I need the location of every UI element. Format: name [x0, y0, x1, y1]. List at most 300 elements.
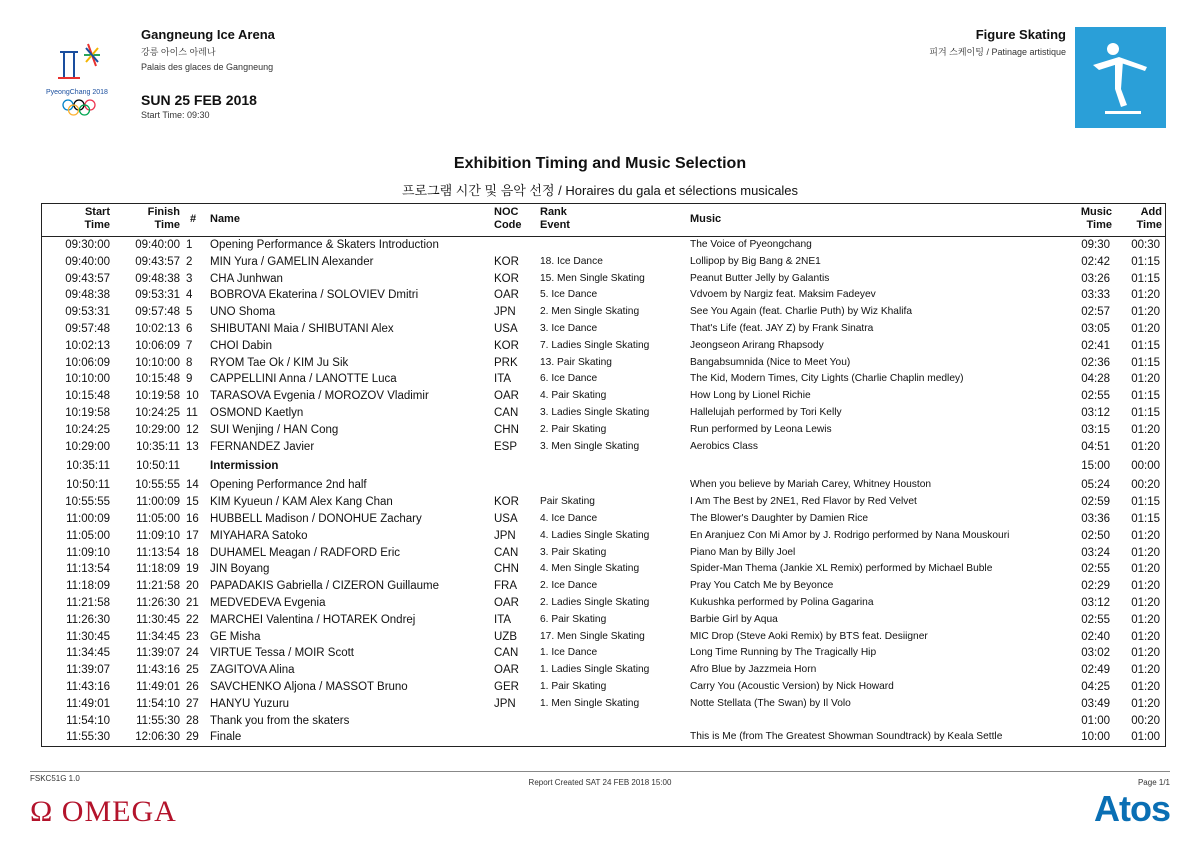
music-time-cell: 02:36	[1081, 356, 1110, 369]
noc-code-cell: OAR	[494, 289, 519, 302]
noc-code-cell: CHN	[494, 563, 519, 576]
noc-code-cell: CAN	[494, 406, 519, 419]
venue-korean: 강릉 아이스 아레나	[141, 47, 216, 57]
add-time-cell: 01:20	[1131, 596, 1160, 609]
music-cell: When you believe by Mariah Carey, Whitney Houston	[690, 479, 932, 491]
music-cell: Notte Stellata (The Swan) by Il Volo	[690, 697, 851, 709]
noc-code-cell: FRA	[494, 580, 517, 593]
start-time-cell: 11:18:09	[66, 580, 110, 593]
sport-title: Figure Skating	[975, 27, 1066, 42]
col-music-time-header: Music Time	[1080, 206, 1112, 231]
row-number-cell: 5	[186, 306, 193, 319]
noc-code-cell: USA	[494, 322, 518, 335]
add-time-cell: 01:20	[1131, 563, 1160, 576]
start-time: Start Time: 09:30	[141, 110, 210, 120]
music-time-cell: 02:59	[1081, 496, 1110, 509]
col-start-header: Start Time	[84, 206, 110, 231]
table-row	[42, 355, 1165, 372]
skater-name-cell: UNO Shoma	[210, 306, 276, 319]
col-name-header: Name	[210, 213, 240, 225]
finish-time-cell: 11:13:54	[136, 546, 180, 559]
row-number-cell: 2	[186, 255, 193, 268]
venue-french: Palais des glaces de Gangneung	[141, 62, 274, 72]
skater-name-cell: SUI Wenjing / HAN Cong	[210, 423, 339, 436]
add-time-cell: 01:20	[1131, 373, 1160, 386]
table-row	[42, 287, 1165, 304]
start-time-cell: 09:40:00	[65, 255, 110, 268]
col-rank-event-header: Rank Event	[540, 206, 570, 231]
music-cell: Kukushka performed by Polina Gagarina	[690, 596, 874, 608]
finish-time-cell: 11:55:30	[136, 714, 180, 727]
add-time-cell: 01:20	[1131, 613, 1160, 626]
noc-code-cell: UZB	[494, 630, 517, 643]
music-time-cell: 04:51	[1081, 440, 1110, 453]
start-time-cell: 11:05:00	[66, 529, 110, 542]
music-time-cell: 10:00	[1081, 731, 1110, 744]
table-row	[42, 371, 1165, 388]
skater-name-cell: MIYAHARA Satoko	[210, 529, 308, 542]
start-time-cell: 10:02:13	[65, 339, 110, 352]
skater-name-cell: JIN Boyang	[210, 563, 270, 576]
music-cell: Piano Man by Billy Joel	[690, 546, 796, 558]
skater-name-cell: MARCHEI Valentina / HOTAREK Ondrej	[210, 613, 416, 626]
table-row	[42, 237, 1165, 254]
add-time-cell: 01:15	[1131, 512, 1160, 525]
rank-event-cell: 2. Men Single Skating	[540, 306, 640, 318]
add-time-cell: 00:20	[1131, 714, 1160, 727]
rank-event-cell: 1. Men Single Skating	[540, 697, 640, 709]
finish-time-cell: 11:30:45	[136, 613, 180, 626]
figure-skating-pictogram-icon	[1075, 27, 1166, 128]
music-cell: Hallelujah performed by Tori Kelly	[690, 406, 842, 418]
music-cell: En Aranjuez Con Mi Amor by J. Rodrigo performed by Nana Mouskouri	[690, 529, 1010, 541]
skater-name-cell: KIM Kyueun / KAM Alex Kang Chan	[210, 496, 393, 509]
row-number-cell: 29	[186, 731, 199, 744]
rank-event-cell: 6. Pair Skating	[540, 613, 607, 625]
row-number-cell: 19	[186, 563, 199, 576]
skater-name-cell: Opening Performance & Skaters Introduction	[210, 239, 439, 251]
music-time-cell: 03:15	[1081, 423, 1110, 436]
rank-event-cell: 4. Pair Skating	[540, 390, 607, 402]
noc-code-cell: OAR	[494, 596, 519, 609]
noc-code-cell: KOR	[494, 272, 519, 285]
music-time-cell: 02:42	[1081, 255, 1110, 268]
rank-event-cell: 4. Ladies Single Skating	[540, 529, 650, 541]
music-time-cell: 03:49	[1081, 697, 1110, 710]
start-time-cell: 11:55:30	[66, 731, 110, 744]
music-cell: Long Time Running by The Tragically Hip	[690, 647, 877, 659]
noc-code-cell: ITA	[494, 373, 512, 386]
rank-event-cell: 2. Ice Dance	[540, 580, 598, 592]
table-row	[42, 729, 1165, 746]
timing-table	[41, 203, 1166, 747]
row-number-cell: 12	[186, 423, 199, 436]
row-number-cell: 1	[186, 239, 193, 251]
table-row	[42, 455, 1165, 477]
table-row	[42, 545, 1165, 562]
start-time-cell: 11:13:54	[66, 563, 110, 576]
row-number-cell: 6	[186, 322, 193, 335]
table-row	[42, 338, 1165, 355]
add-time-cell: 01:20	[1131, 306, 1160, 319]
finish-time-cell: 09:43:57	[135, 255, 180, 268]
music-time-cell: 03:02	[1081, 647, 1110, 660]
music-time-cell: 09:30	[1081, 239, 1110, 251]
music-cell: See You Again (feat. Charlie Puth) by Wiz Khalifa	[690, 306, 912, 318]
music-time-cell: 04:25	[1081, 680, 1110, 693]
finish-time-cell: 11:43:16	[136, 664, 180, 677]
music-time-cell: 02:50	[1081, 529, 1110, 542]
noc-code-cell: OAR	[494, 390, 519, 403]
table-row	[42, 271, 1165, 288]
col-music-header: Music	[690, 213, 722, 225]
finish-time-cell: 10:19:58	[135, 390, 180, 403]
rank-event-cell: 3. Men Single Skating	[540, 440, 640, 452]
atos-logo: Atos	[1094, 788, 1170, 829]
add-time-cell: 01:20	[1131, 423, 1160, 436]
music-cell: Lollipop by Big Bang & 2NE1	[690, 255, 821, 267]
finish-time-cell: 11:39:07	[136, 647, 180, 660]
table-row	[42, 494, 1165, 511]
row-number-cell: 17	[186, 529, 199, 542]
table-row	[42, 422, 1165, 439]
music-time-cell: 04:28	[1081, 373, 1110, 386]
table-row	[42, 254, 1165, 271]
music-cell: Peanut Butter Jelly by Galantis	[690, 272, 830, 284]
music-cell: The Kid, Modern Times, City Lights (Charlie Chaplin medley)	[690, 373, 964, 385]
finish-time-cell: 09:57:48	[135, 306, 180, 319]
finish-time-cell: 10:24:25	[135, 406, 180, 419]
finish-time-cell: 10:29:00	[135, 423, 180, 436]
table-row	[42, 477, 1165, 494]
row-number-cell: 16	[186, 512, 199, 525]
finish-time-cell: 09:40:00	[135, 239, 180, 251]
noc-code-cell: GER	[494, 680, 519, 693]
finish-time-cell: 09:53:31	[135, 289, 180, 302]
pyeongchang-logo	[44, 40, 124, 118]
row-number-cell: 11	[186, 406, 198, 419]
start-time-cell: 10:06:09	[65, 356, 110, 369]
row-number-cell: 13	[186, 440, 199, 453]
start-time-cell: 09:30:00	[65, 239, 110, 251]
noc-code-cell: PRK	[494, 356, 518, 369]
music-cell: Spider-Man Thema (Jankie XL Remix) performed by Michael Buble	[690, 563, 993, 575]
table-row	[42, 439, 1165, 456]
music-time-cell: 02:49	[1081, 664, 1110, 677]
row-number-cell: 24	[186, 647, 199, 660]
start-time-cell: 09:48:38	[65, 289, 110, 302]
row-number-cell: 4	[186, 289, 193, 302]
table-row	[42, 578, 1165, 595]
table-row	[42, 388, 1165, 405]
row-number-cell: 10	[186, 390, 199, 403]
start-time-cell: 11:30:45	[66, 630, 110, 643]
add-time-cell: 00:30	[1131, 239, 1160, 251]
music-cell: Barbie Girl by Aqua	[690, 613, 778, 625]
sport-subtitle: 피겨 스케이팅 / Patinage artistique	[929, 47, 1066, 57]
row-number-cell: 9	[186, 373, 193, 386]
rank-event-cell: 4. Ice Dance	[540, 512, 598, 524]
finish-time-cell: 11:18:09	[136, 563, 180, 576]
report-created: Report Created SAT 24 FEB 2018 15:00	[528, 778, 672, 787]
finish-time-cell: 11:34:45	[136, 630, 180, 643]
start-time-cell: 10:24:25	[65, 423, 110, 436]
rank-event-cell: Pair Skating	[540, 496, 595, 508]
rank-event-cell: 1. Ladies Single Skating	[540, 664, 650, 676]
row-number-cell: 15	[186, 496, 199, 509]
add-time-cell: 01:15	[1131, 406, 1160, 419]
row-number-cell: 3	[186, 272, 193, 285]
add-time-cell: 01:20	[1131, 529, 1160, 542]
row-number-cell: 7	[186, 339, 193, 352]
omega-logo: Ω OMEGA	[30, 795, 177, 828]
finish-time-cell: 10:02:13	[135, 322, 180, 335]
skater-name-cell: HUBBELL Madison / DONOHUE Zachary	[210, 512, 422, 525]
row-number-cell: 14	[186, 479, 199, 492]
start-time-cell: 10:19:58	[65, 406, 110, 419]
skater-name-cell: TARASOVA Evgenia / MOROZOV Vladimir	[210, 390, 429, 403]
rank-event-cell: 1. Ice Dance	[540, 647, 598, 659]
start-time-cell: 09:53:31	[65, 306, 110, 319]
row-number-cell: 28	[186, 714, 199, 727]
col-num-header: #	[190, 213, 197, 225]
add-time-cell: 01:20	[1131, 664, 1160, 677]
start-time-cell: 10:29:00	[65, 440, 110, 453]
noc-code-cell: CHN	[494, 423, 519, 436]
table-header	[42, 204, 1165, 237]
finish-time-cell: 11:49:01	[136, 680, 180, 693]
noc-code-cell: JPN	[494, 529, 516, 542]
music-time-cell: 02:41	[1081, 339, 1110, 352]
music-time-cell: 02:55	[1081, 390, 1110, 403]
footer-divider	[30, 771, 1170, 772]
table-row	[42, 321, 1165, 338]
document-title: Exhibition Timing and Music Selection	[453, 155, 747, 172]
finish-time-cell: 09:48:38	[135, 272, 180, 285]
skater-name-cell: SAVCHENKO Aljona / MASSOT Bruno	[210, 680, 408, 693]
music-time-cell: 01:00	[1081, 714, 1110, 727]
table-row	[42, 612, 1165, 629]
add-time-cell: 01:15	[1131, 339, 1160, 352]
skater-name-cell: SHIBUTANI Maia / SHIBUTANI Alex	[210, 322, 394, 335]
music-cell: Vdvoem by Nargiz feat. Maksim Fadeyev	[690, 289, 876, 301]
skater-name-cell: BOBROVA Ekaterina / SOLOVIEV Dmitri	[210, 289, 419, 302]
noc-code-cell: KOR	[494, 339, 519, 352]
music-time-cell: 03:24	[1081, 546, 1110, 559]
start-time-cell: 10:15:48	[65, 390, 110, 403]
row-number-cell: 21	[186, 596, 199, 609]
music-cell: Pray You Catch Me by Beyonce	[690, 580, 834, 592]
row-number-cell: 23	[186, 630, 199, 643]
add-time-cell: 01:20	[1131, 440, 1160, 453]
noc-code-cell: CAN	[494, 647, 519, 660]
noc-code-cell: JPN	[494, 306, 516, 319]
document-subtitle: 프로그램 시간 및 음악 선정 / Horaires du gala et sélections musicales	[401, 183, 799, 198]
music-time-cell: 03:33	[1081, 289, 1110, 302]
skater-name-cell: Finale	[210, 731, 242, 744]
add-time-cell: 01:20	[1131, 680, 1160, 693]
start-time-cell: 09:43:57	[65, 272, 110, 285]
rank-event-cell: 2. Pair Skating	[540, 423, 607, 435]
add-time-cell: 00:20	[1131, 479, 1160, 492]
finish-time-cell: 10:55:55	[135, 479, 180, 492]
add-time-cell: 01:20	[1131, 322, 1160, 335]
start-time-cell: 11:34:45	[66, 647, 110, 660]
add-time-cell: 01:15	[1131, 255, 1160, 268]
start-time-cell: 10:10:00	[65, 373, 110, 386]
noc-code-cell: JPN	[494, 697, 516, 710]
table-row	[42, 561, 1165, 578]
start-time-cell: 11:39:07	[66, 664, 110, 677]
add-time-cell: 01:20	[1131, 546, 1160, 559]
music-cell: That's Life (feat. JAY Z) by Frank Sinatra	[690, 322, 874, 334]
music-time-cell: 03:12	[1081, 406, 1110, 419]
start-time-cell: 11:09:10	[66, 546, 110, 559]
add-time-cell: 01:15	[1131, 390, 1160, 403]
add-time-cell: 01:15	[1131, 272, 1160, 285]
add-time-cell: 01:00	[1131, 731, 1160, 744]
music-time-cell: 03:12	[1081, 596, 1110, 609]
add-time-cell: 01:20	[1131, 647, 1160, 660]
music-cell: Afro Blue by Jazzmeia Horn	[690, 664, 817, 676]
rank-event-cell: 3. Pair Skating	[540, 546, 607, 558]
table-row	[42, 679, 1165, 696]
add-time-cell: 01:15	[1131, 496, 1160, 509]
skater-name-cell: Thank you from the skaters	[210, 714, 350, 727]
table-row	[42, 528, 1165, 545]
noc-code-cell: ESP	[494, 440, 518, 453]
music-cell: Aerobics Class	[690, 440, 758, 452]
skater-name-cell: DUHAMEL Meagan / RADFORD Eric	[210, 546, 401, 559]
noc-code-cell: CAN	[494, 546, 519, 559]
finish-time-cell: 10:35:11	[136, 440, 180, 453]
start-time-cell: 11:43:16	[66, 680, 110, 693]
skater-name-cell: CHA Junhwan	[210, 272, 283, 285]
skater-name-cell: CAPPELLINI Anna / LANOTTE Luca	[210, 373, 397, 386]
add-time-cell: 01:20	[1131, 580, 1160, 593]
table-row	[42, 629, 1165, 646]
music-time-cell: 03:36	[1081, 512, 1110, 525]
music-time-cell: 03:26	[1081, 272, 1110, 285]
start-time-cell: 11:21:58	[66, 596, 110, 609]
table-row	[42, 595, 1165, 612]
noc-code-cell: ITA	[494, 613, 512, 626]
start-time-cell: 11:54:10	[66, 714, 110, 727]
finish-time-cell: 11:09:10	[136, 529, 180, 542]
rank-event-cell: 15. Men Single Skating	[540, 272, 645, 284]
skater-name-cell: HANYU Yuzuru	[210, 697, 290, 710]
skater-name-cell: VIRTUE Tessa / MOIR Scott	[210, 647, 355, 660]
skater-name-cell: Opening Performance 2nd half	[210, 479, 367, 492]
music-time-cell: 02:55	[1081, 613, 1110, 626]
music-cell: Bangabsumnida (Nice to Meet You)	[690, 356, 851, 368]
add-time-cell: 01:15	[1131, 356, 1160, 369]
finish-time-cell: 10:50:11	[136, 460, 180, 473]
music-cell: Run performed by Leona Lewis	[690, 423, 832, 435]
col-add-time-header: Add Time	[1136, 206, 1162, 231]
table-row	[42, 662, 1165, 679]
start-time-cell: 10:50:11	[66, 479, 110, 492]
start-time-cell: 11:49:01	[66, 697, 110, 710]
music-time-cell: 02:57	[1081, 306, 1110, 319]
rank-event-cell: 18. Ice Dance	[540, 255, 603, 267]
rank-event-cell: 7. Ladies Single Skating	[540, 339, 650, 351]
table-row	[42, 696, 1165, 713]
table-row	[42, 645, 1165, 662]
noc-code-cell: KOR	[494, 255, 519, 268]
rank-event-cell: 13. Pair Skating	[540, 356, 612, 368]
start-time-cell: 11:26:30	[66, 613, 110, 626]
row-number-cell: 22	[186, 613, 199, 626]
skater-name-cell: Intermission	[210, 460, 279, 473]
music-cell: Jeongseon Arirang Rhapsody	[690, 339, 824, 351]
add-time-cell: 01:20	[1131, 630, 1160, 643]
rank-event-cell: 1. Pair Skating	[540, 680, 607, 692]
music-time-cell: 02:55	[1081, 563, 1110, 576]
rank-event-cell: 3. Ladies Single Skating	[540, 406, 650, 418]
finish-time-cell: 10:06:09	[135, 339, 180, 352]
table-row	[42, 304, 1165, 321]
page-number: Page 1/1	[1137, 778, 1170, 787]
skater-name-cell: FERNANDEZ Javier	[210, 440, 315, 453]
rank-event-cell: 6. Ice Dance	[540, 373, 598, 385]
row-number-cell: 27	[186, 697, 199, 710]
music-cell: Carry You (Acoustic Version) by Nick Howard	[690, 680, 894, 692]
finish-time-cell: 10:15:48	[135, 373, 180, 386]
music-cell: This is Me (from The Greatest Showman Soundtrack) by Keala Settle	[690, 731, 1003, 743]
olympic-rings-icon	[63, 100, 95, 115]
skater-name-cell: RYOM Tae Ok / KIM Ju Sik	[210, 356, 349, 369]
skater-name-cell: ZAGITOVA Alina	[210, 664, 295, 677]
col-noc-header: NOC Code	[494, 206, 522, 231]
music-time-cell: 03:05	[1081, 322, 1110, 335]
venue-title: Gangneung Ice Arena	[141, 27, 275, 42]
start-time-cell: 10:55:55	[65, 496, 110, 509]
noc-code-cell: OAR	[494, 664, 519, 677]
finish-time-cell: 12:06:30	[135, 731, 180, 744]
finish-time-cell: 10:10:00	[135, 356, 180, 369]
music-cell: I Am The Best by 2NE1, Red Flavor by Red Velvet	[690, 496, 917, 508]
add-time-cell: 01:20	[1131, 697, 1160, 710]
music-time-cell: 02:40	[1081, 630, 1110, 643]
col-finish-header: Finish Time	[147, 206, 180, 231]
finish-time-cell: 11:05:00	[136, 512, 180, 525]
logo-mark-icon	[58, 44, 100, 78]
rank-event-cell: 3. Ice Dance	[540, 322, 598, 334]
table-row	[42, 405, 1165, 422]
table-body	[42, 237, 1165, 746]
skater-name-cell: MEDVEDEVA Evgenia	[210, 596, 326, 609]
finish-time-cell: 11:26:30	[136, 596, 180, 609]
music-time-cell: 15:00	[1081, 460, 1110, 473]
logo-text: PyeongChang 2018	[46, 89, 108, 96]
start-time-cell: 11:00:09	[66, 512, 110, 525]
finish-time-cell: 11:00:09	[136, 496, 180, 509]
music-cell: How Long by Lionel Richie	[690, 390, 811, 402]
music-time-cell: 05:24	[1081, 479, 1110, 492]
skater-name-cell: CHOI Dabin	[210, 339, 272, 352]
finish-time-cell: 11:54:10	[136, 697, 180, 710]
music-time-cell: 02:29	[1081, 580, 1110, 593]
music-cell: The Voice of Pyeongchang	[690, 239, 812, 250]
rank-event-cell: 2. Ladies Single Skating	[540, 596, 650, 608]
row-number-cell: 20	[186, 580, 199, 593]
rank-event-cell: 17. Men Single Skating	[540, 630, 645, 642]
footer-code: FSKC51G 1.0	[30, 774, 80, 783]
add-time-cell: 00:00	[1131, 460, 1160, 473]
start-time-cell: 09:57:48	[65, 322, 110, 335]
music-cell: MIC Drop (Steve Aoki Remix) by BTS feat. Desiigner	[690, 630, 928, 642]
